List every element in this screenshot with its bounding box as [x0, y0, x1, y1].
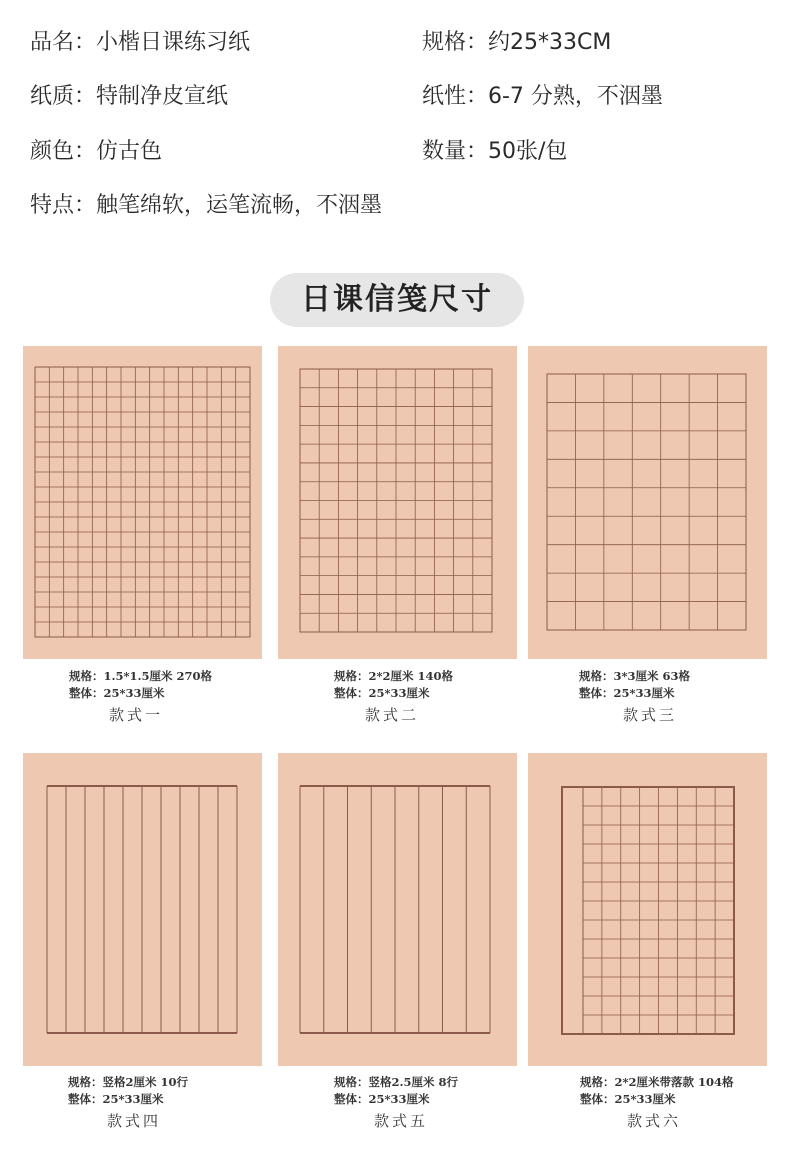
paper-sample-style-3 — [528, 346, 767, 659]
vertical-lines-2-5cm-icon — [278, 753, 517, 1066]
caption-spec: 规格：竖格2厘米 10行 — [68, 1075, 189, 1089]
caption-style-name: 款式四 — [107, 1112, 162, 1130]
caption-style-name: 款式二 — [365, 706, 420, 724]
spec-color: 颜色：仿古色 — [30, 139, 163, 164]
grid-3cm-icon — [528, 346, 767, 659]
paper-sample-style-4 — [23, 753, 262, 1066]
paper-sample-style-2 — [278, 346, 517, 659]
spec-size: 规格：约25*33CM — [422, 30, 612, 55]
caption-spec: 规格：2*2厘米带落款 104格 — [580, 1075, 734, 1089]
caption-style-name: 款式六 — [627, 1112, 682, 1130]
spec-material: 纸质：特制净皮宣纸 — [30, 84, 229, 109]
caption-spec: 规格：2*2厘米 140格 — [334, 669, 454, 683]
spec-property: 纸性：6-7 分熟，不洇墨 — [422, 84, 663, 109]
caption-spec: 规格：3*3厘米 63格 — [579, 669, 691, 683]
caption-spec: 规格：竖格2.5厘米 8行 — [334, 1075, 459, 1089]
paper-sample-style-5 — [278, 753, 517, 1066]
grid-1-5cm-icon — [23, 346, 262, 659]
caption-whole: 整体：25*33厘米 — [334, 1092, 430, 1106]
paper-sample-style-6 — [528, 753, 767, 1066]
paper-sample-style-1 — [23, 346, 262, 659]
vertical-lines-2cm-icon — [23, 753, 262, 1066]
caption-whole: 整体：25*33厘米 — [68, 1092, 164, 1106]
caption-whole: 整体：25*33厘米 — [334, 686, 430, 700]
caption-whole: 整体：25*33厘米 — [579, 686, 675, 700]
caption-whole: 整体：25*33厘米 — [580, 1092, 676, 1106]
caption-style-name: 款式一 — [109, 706, 164, 724]
caption-style-name: 款式三 — [623, 706, 678, 724]
spec-product-name: 品名：小楷日课练习纸 — [30, 30, 251, 55]
spec-quantity: 数量：50张/包 — [422, 139, 568, 164]
spec-feature: 特点：触笔绵软，运笔流畅，不洇墨 — [30, 193, 383, 218]
section-title: 日课信笺尺寸 — [270, 273, 524, 327]
caption-style-name: 款式五 — [374, 1112, 429, 1130]
grid-2cm-icon — [278, 346, 517, 659]
caption-whole: 整体：25*33厘米 — [69, 686, 165, 700]
grid-with-signature-icon — [528, 753, 767, 1066]
caption-spec: 规格：1.5*1.5厘米 270格 — [69, 669, 213, 683]
